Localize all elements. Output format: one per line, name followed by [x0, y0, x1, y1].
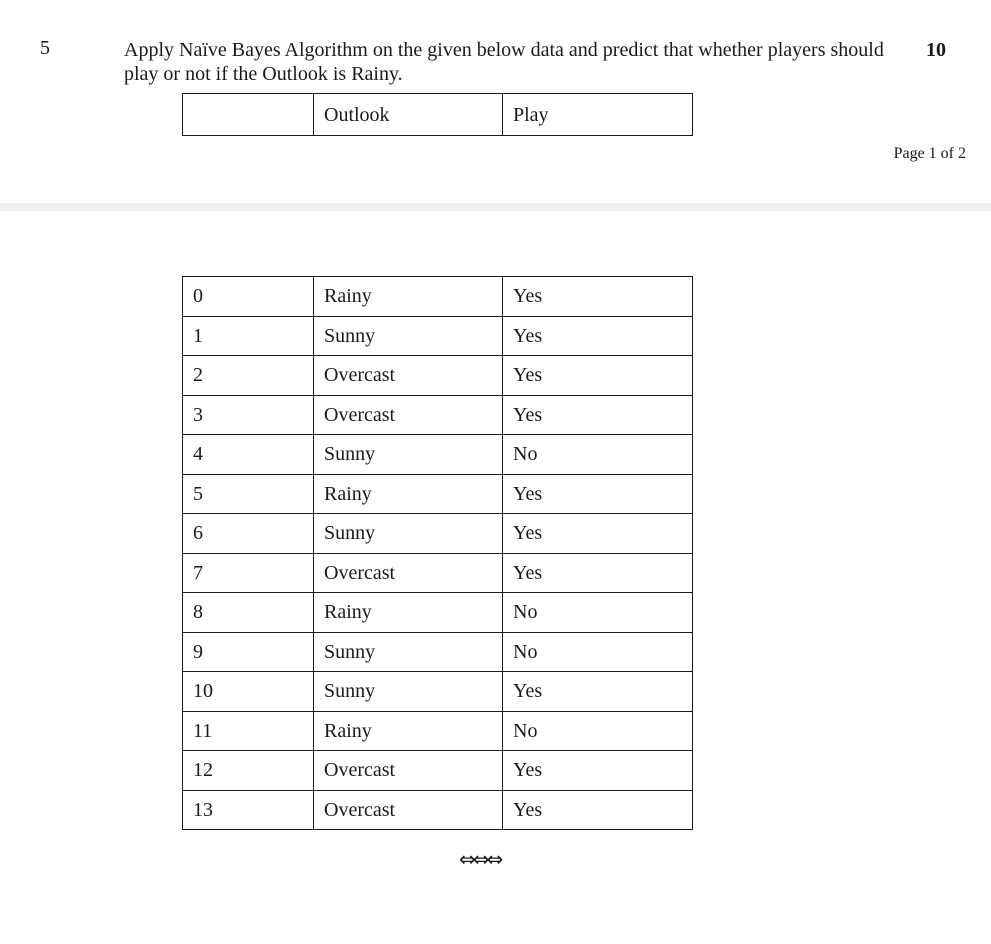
table-row — [183, 474, 693, 514]
row-index-cell: 5 — [183, 474, 314, 514]
table-row — [183, 356, 693, 396]
row-index-cell: 4 — [183, 435, 314, 475]
outlook-cell: Sunny — [314, 672, 503, 712]
table-header-row — [183, 94, 693, 136]
play-cell: Yes — [503, 395, 693, 435]
data-table-header — [182, 93, 693, 136]
play-cell: No — [503, 632, 693, 672]
table-row — [183, 790, 693, 830]
outlook-cell: Sunny — [314, 435, 503, 475]
row-index-cell: 11 — [183, 711, 314, 751]
page-1 — [0, 0, 991, 203]
outlook-cell: Sunny — [314, 514, 503, 554]
table-row — [183, 277, 693, 317]
table-row — [183, 593, 693, 633]
play-cell: No — [503, 593, 693, 633]
row-index-cell: 6 — [183, 514, 314, 554]
outlook-cell: Overcast — [314, 790, 503, 830]
play-cell: No — [503, 435, 693, 475]
outlook-cell: Overcast — [314, 356, 503, 396]
play-cell: No — [503, 711, 693, 751]
row-index-cell: 0 — [183, 277, 314, 317]
row-index-cell: 1 — [183, 316, 314, 356]
play-cell: Yes — [503, 474, 693, 514]
question-marks: 10 — [926, 39, 946, 61]
table-row — [183, 751, 693, 791]
page-number-footer: Page 1 of 2 — [893, 145, 966, 162]
header-cell-outlook: Outlook — [314, 94, 503, 136]
play-cell: Yes — [503, 316, 693, 356]
play-cell: Yes — [503, 672, 693, 712]
header-cell-index — [183, 94, 314, 136]
table-row — [183, 632, 693, 672]
row-index-cell: 2 — [183, 356, 314, 396]
row-index-cell: 13 — [183, 790, 314, 830]
play-cell: Yes — [503, 751, 693, 791]
play-cell: Yes — [503, 277, 693, 317]
outlook-cell: Rainy — [314, 474, 503, 514]
table-row — [183, 514, 693, 554]
table-row — [183, 672, 693, 712]
row-index-cell: 8 — [183, 593, 314, 633]
table-row — [183, 316, 693, 356]
row-index-cell: 3 — [183, 395, 314, 435]
row-index-cell: 12 — [183, 751, 314, 791]
header-cell-play: Play — [503, 94, 693, 136]
data-table-body — [182, 276, 693, 830]
end-of-paper-mark: ⇔⇔⇔ — [459, 847, 501, 871]
outlook-cell: Overcast — [314, 751, 503, 791]
table-row — [183, 435, 693, 475]
outlook-cell: Overcast — [314, 553, 503, 593]
play-cell: Yes — [503, 514, 693, 554]
outlook-cell: Overcast — [314, 395, 503, 435]
question-number: 5 — [40, 37, 50, 59]
page-separator — [0, 203, 991, 211]
table-row — [183, 553, 693, 593]
row-index-cell: 9 — [183, 632, 314, 672]
outlook-cell: Sunny — [314, 632, 503, 672]
play-cell: Yes — [503, 553, 693, 593]
row-index-cell: 10 — [183, 672, 314, 712]
outlook-cell: Rainy — [314, 711, 503, 751]
outlook-cell: Rainy — [314, 277, 503, 317]
play-cell: Yes — [503, 356, 693, 396]
row-index-cell: 7 — [183, 553, 314, 593]
outlook-cell: Rainy — [314, 593, 503, 633]
play-cell: Yes — [503, 790, 693, 830]
outlook-cell: Sunny — [314, 316, 503, 356]
question-text: Apply Naïve Bayes Algorithm on the given below data and predict that whether players should play or not if the Outlook is Rainy. — [124, 39, 884, 85]
table-row — [183, 711, 693, 751]
page-2 — [0, 211, 991, 944]
table-row — [183, 395, 693, 435]
